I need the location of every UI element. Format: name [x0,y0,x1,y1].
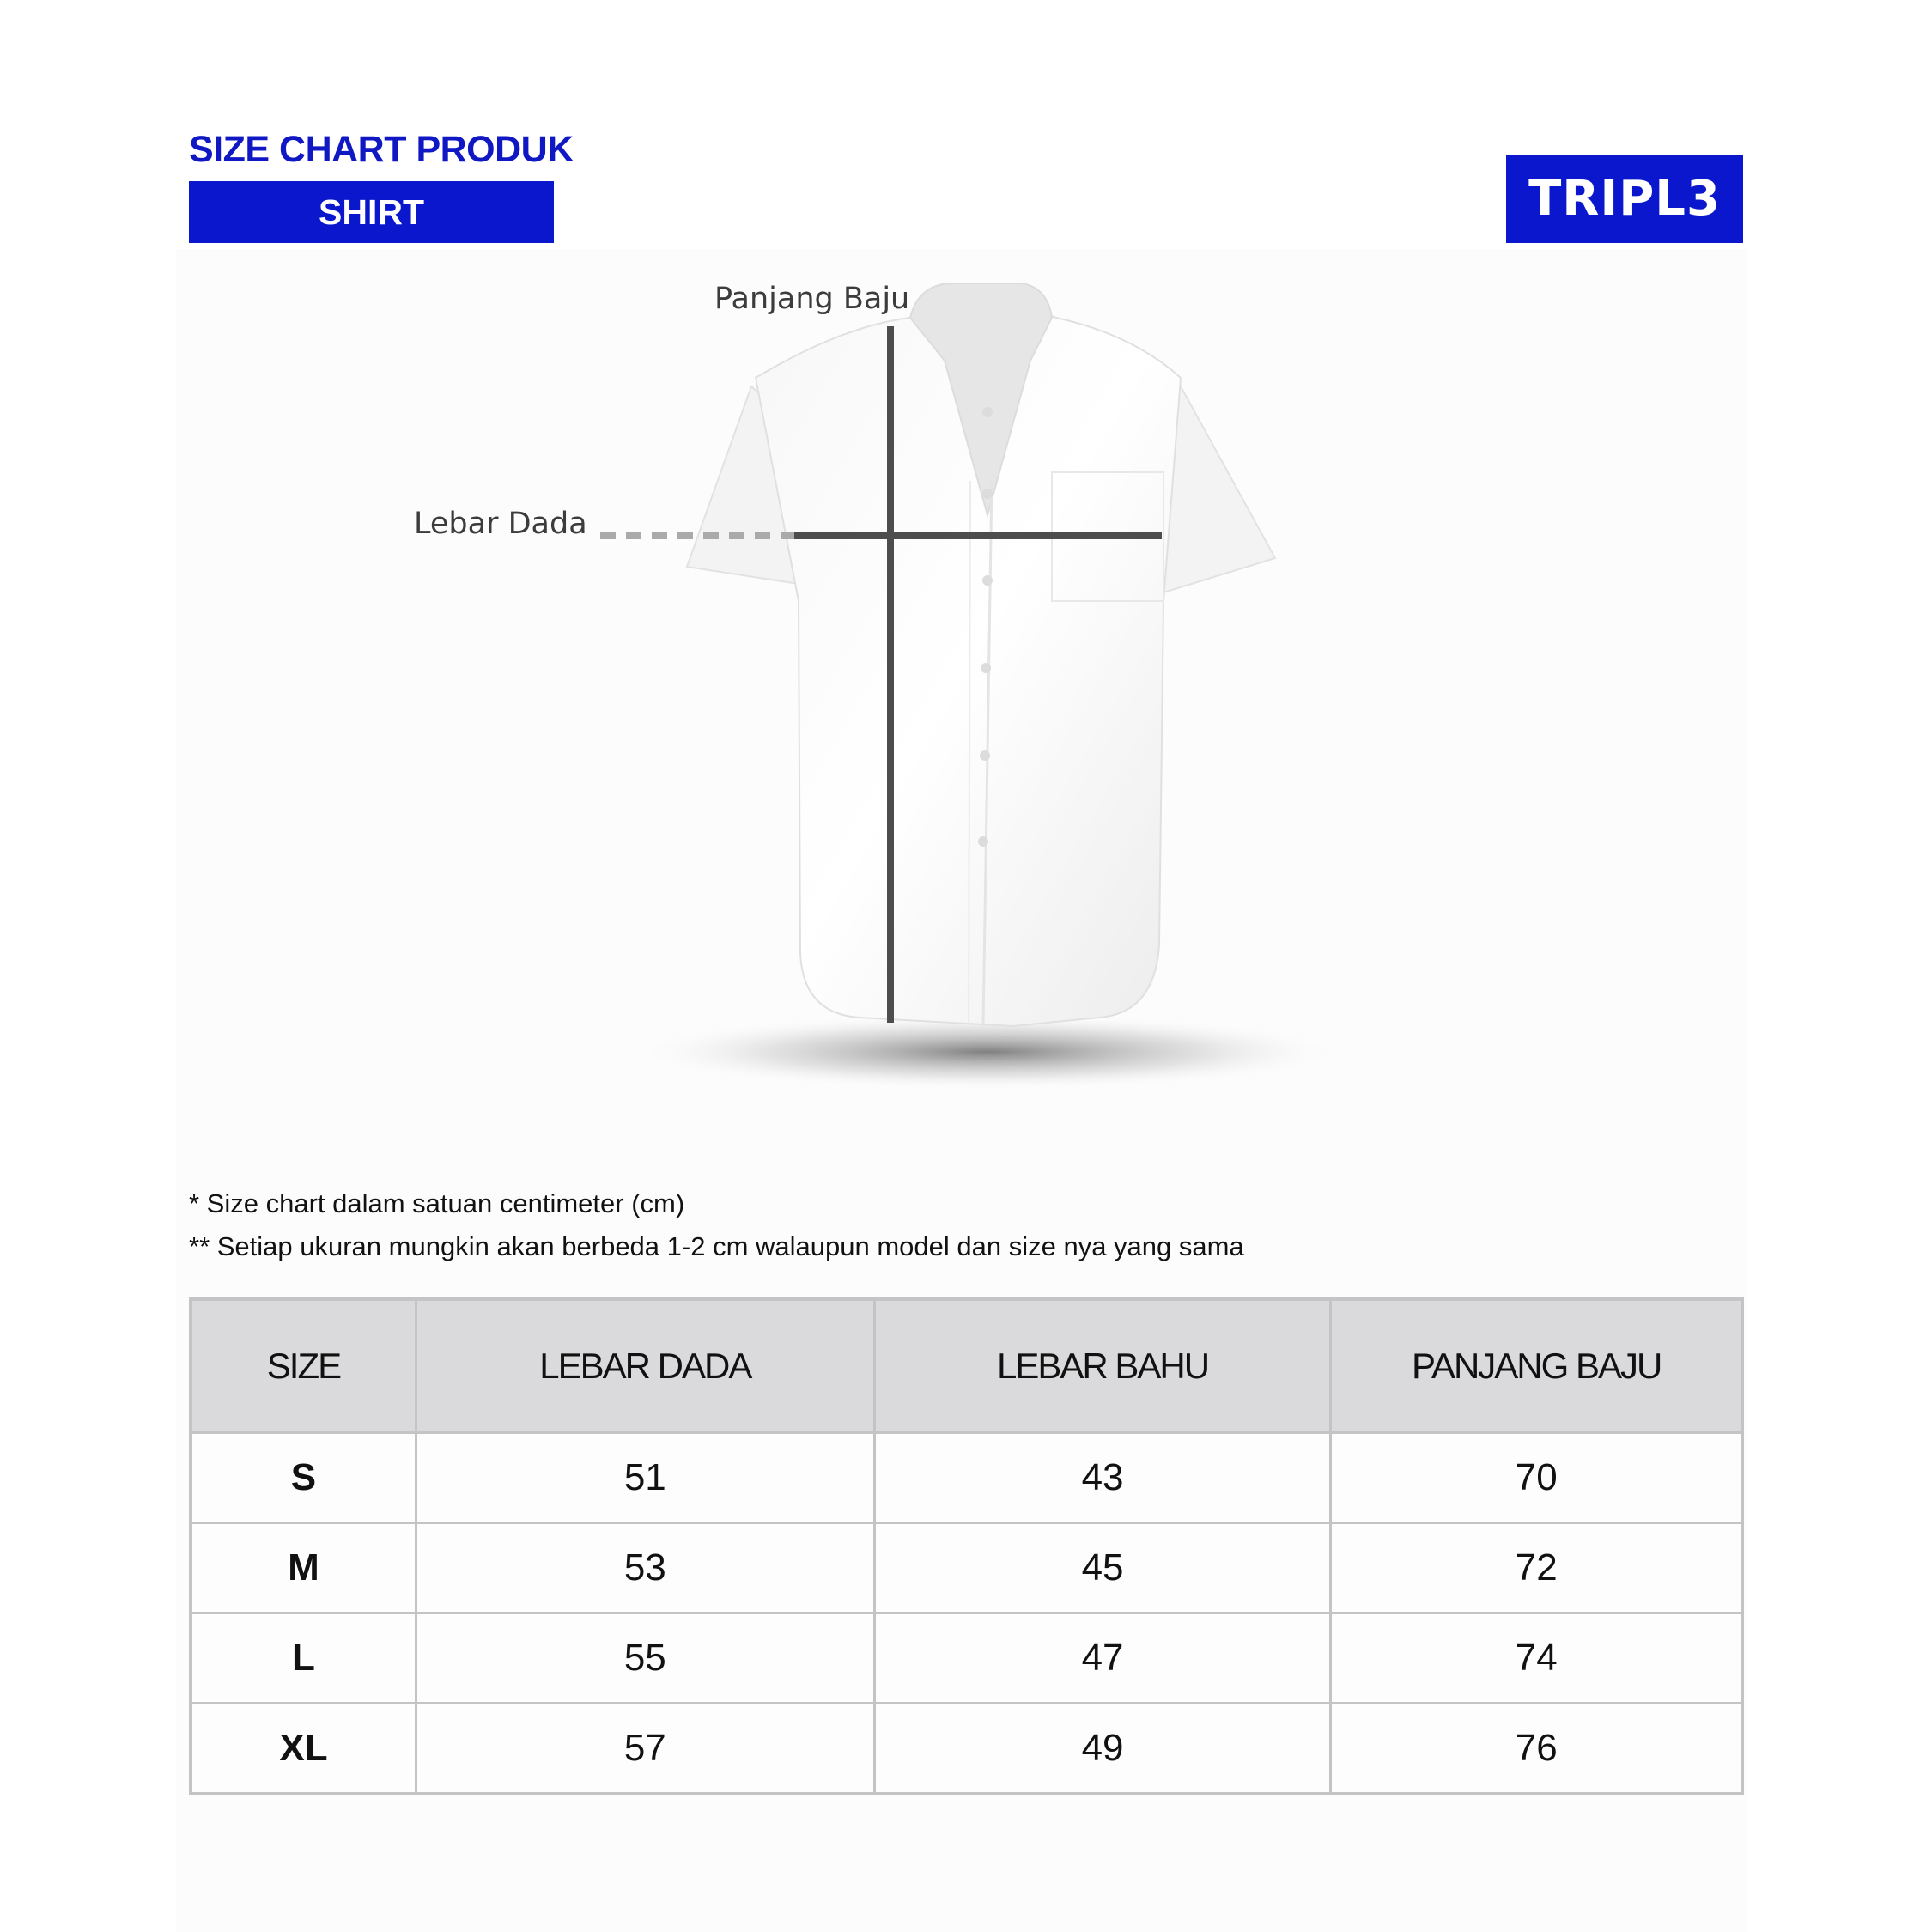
page-title: SIZE CHART PRODUK [189,129,574,170]
size-cell: L [191,1613,416,1704]
chest-measure-line [794,532,1162,539]
table-row [191,1704,1742,1795]
lebar-bahu-cell: 49 [874,1704,1331,1795]
column-header-lebar-bahu: LEBAR BAHU [874,1299,1331,1433]
lebar-dada-cell: 53 [416,1523,874,1613]
size-cell: S [191,1433,416,1523]
table-row [191,1433,1742,1523]
size-notes [189,1188,1244,1274]
panjang-baju-cell: 74 [1331,1613,1742,1704]
lebar-bahu-cell: 47 [874,1613,1331,1704]
note-unit: * Size chart dalam satuan centimeter (cm) [189,1188,685,1218]
lebar-bahu-cell: 45 [874,1523,1331,1613]
size-cell: XL [191,1704,416,1795]
panjang-baju-cell: 76 [1331,1704,1742,1795]
chest-width-label: Lebar Dada [414,507,587,541]
table-row [191,1523,1742,1613]
lebar-dada-cell: 51 [416,1433,874,1523]
product-type-badge: SHIRT [189,181,554,243]
chest-leader-dashed-line [600,532,794,539]
table-header-row [191,1299,1742,1433]
lebar-dada-cell: 57 [416,1704,874,1795]
length-measure-line [887,326,894,1023]
column-header-size: SIZE [191,1299,416,1433]
panjang-baju-cell: 70 [1331,1433,1742,1523]
lebar-bahu-cell: 43 [874,1433,1331,1523]
column-header-panjang-baju: PANJANG BAJU [1331,1299,1742,1433]
length-label: Panjang Baju [714,282,910,316]
size-table [189,1297,1744,1795]
size-cell: M [191,1523,416,1613]
table-row [191,1613,1742,1704]
column-header-lebar-dada: LEBAR DADA [416,1299,874,1433]
brand-logo: TRIPL3 [1506,155,1743,243]
lebar-dada-cell: 55 [416,1613,874,1704]
panjang-baju-cell: 72 [1331,1523,1742,1613]
note-tolerance: ** Setiap ukuran mungkin akan berbeda 1-2 cm walaupun model dan size nya yang sama [189,1231,1244,1261]
